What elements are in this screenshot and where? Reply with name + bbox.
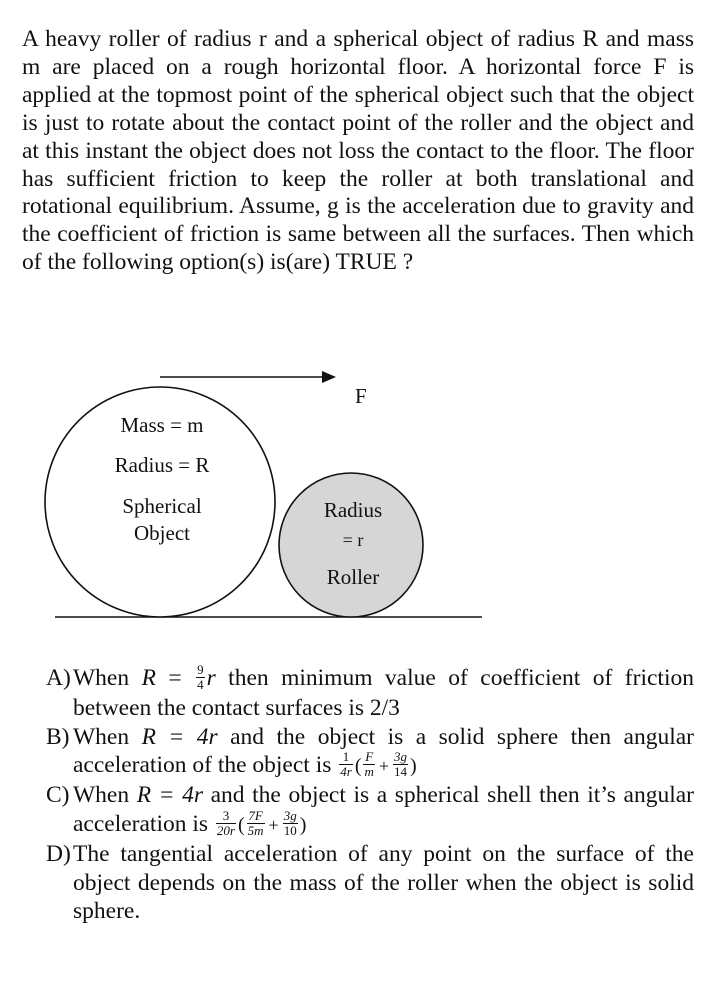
option-b-paren-open: ( [354, 755, 362, 778]
physics-diagram [0, 355, 720, 625]
option-c-f3-den: 10 [283, 823, 297, 839]
option-c-fraction-2 [247, 809, 265, 838]
force-arrow-head [322, 371, 336, 383]
option-a-frac-den: 4 [197, 677, 204, 693]
option-b-f2-den: m [364, 764, 374, 780]
option-a-var-R: R [141, 665, 156, 691]
options-list [46, 664, 694, 926]
option-a-letter: A) [46, 665, 71, 691]
option-a-fraction [196, 663, 205, 692]
roller-radius-value: = r [342, 530, 364, 550]
option-b-condition: R = 4r [141, 723, 218, 750]
option-c-f2-num: 7F [248, 808, 263, 824]
sphere-radius-label: Radius = R [114, 453, 210, 477]
option-d-text: The tangential acceleration of any point on the surface of the object depends on the mass of the roller when the object is solid sphere. [73, 841, 694, 925]
option-c-paren-open: ( [237, 814, 245, 836]
option-c [46, 781, 694, 840]
option-b-pre: When [73, 723, 142, 750]
force-label: F [355, 384, 367, 408]
option-d [46, 840, 694, 926]
option-c-letter: C) [46, 782, 70, 809]
option-c-f3-num: 3g [283, 808, 297, 824]
option-b-fraction-3 [393, 750, 408, 779]
question-block [22, 26, 694, 277]
option-b-f2-num: F [365, 749, 374, 765]
option-a-frac-num: 9 [197, 662, 204, 678]
option-c-condition: R = 4r [136, 782, 204, 809]
option-b-f3-den: 14 [394, 764, 408, 780]
option-b [46, 723, 694, 782]
option-a-post: then minimum value of coefficient of friction between the contact surfaces is 2/3 [73, 665, 694, 722]
option-b-fraction-1 [339, 750, 353, 779]
option-b-mid: and the object is a solid sphere then angular acceleration of the object is [73, 723, 695, 779]
roller-name-label: Roller [326, 565, 380, 589]
option-a-var-r: r [206, 665, 216, 691]
option-b-f3-num: 3g [394, 749, 408, 765]
option-c-plus: + [268, 815, 279, 835]
question-text: A heavy roller of radius r and a spherical object of radius R and mass m are placed on a rough horizontal floor. A horizontal force F is applied at the topmost point of the spherical object such that the object is just to rotate about the contact point of the roller and the object and at this instant the object does not loss the contact to the floor. The floor has sufficient friction to keep the roller at both translational and rotational equilibrium. Assume, g is the acceleration due to gravity and the coefficient of friction is same between all the surfaces. Then which of the following option(s) is(are) TRUE ? [22, 26, 694, 276]
option-c-mid: and the object is a spherical shell then it’s angular acceleration is [73, 782, 695, 837]
option-b-paren-close: ) [410, 755, 417, 778]
option-d-letter: D) [46, 841, 71, 868]
sphere-name-line1: Spherical [122, 494, 202, 518]
option-c-paren-close: ) [299, 814, 307, 836]
option-b-letter: B) [46, 723, 70, 750]
sphere-name-line2: Object [134, 521, 190, 545]
option-c-f2-den: 5m [247, 823, 264, 839]
option-b-plus: + [378, 756, 390, 777]
option-b-fraction-2 [363, 750, 374, 779]
option-c-fraction-1 [216, 809, 236, 838]
option-a-pre: When [73, 665, 142, 691]
option-a-eq: = [155, 665, 195, 691]
option-c-fraction-3 [283, 809, 298, 838]
option-c-pre: When [73, 782, 137, 809]
roller-radius-label: Radius [323, 498, 383, 522]
option-a [46, 664, 694, 723]
option-b-f1-den: 4r [340, 764, 352, 780]
sphere-mass-label: Mass = m [120, 413, 204, 437]
option-c-f1-den: 20r [216, 823, 235, 839]
option-c-f1-num: 3 [216, 809, 236, 824]
option-b-f1-num: 1 [339, 750, 353, 765]
